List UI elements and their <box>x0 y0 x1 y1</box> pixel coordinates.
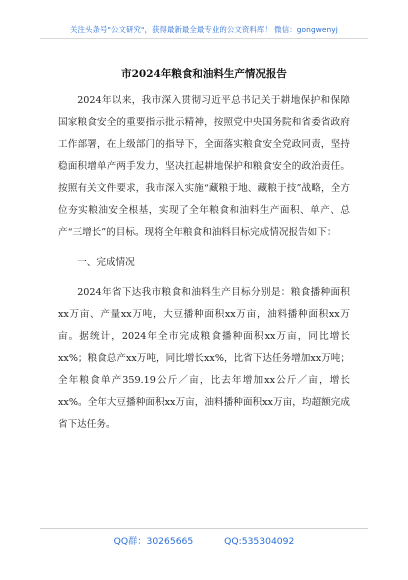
document-title: 市2024年粮食和油料生产情况报告 <box>121 68 287 80</box>
header-divider <box>40 38 368 39</box>
section-paragraph: 2024年省下达我市粮食和油料生产目标分别是：粮食播种面积xx万亩、产量xx万吨，大豆播种面积xx万亩，油料播种面积xx万亩。据统计，2024年全市完成粮食播种面积xx万亩，同比增长xx%；粮食总产xx万吨，同比增长xx%，比省下达任务增加xx万吨；全年粮食单产359.19公斤／亩，比去年增加xx公斤／亩，增长xx%。全年大豆播种面积xx万亩，油料播种面积xx万亩，均超额完成省下达任务。 <box>58 287 350 430</box>
footer-divider <box>40 528 368 529</box>
section-heading: 一、完成情况 <box>77 257 135 268</box>
footer-qq-group: QQ群：30265665 <box>113 536 194 547</box>
intro-paragraph: 2024年以来，我市深入贯彻习近平总书记关于耕地保护和保障国家粮食安全的重要指示批示精神，按照党中央国务院和省委省政府工作部署，在上级部门的指导下，全面落实粮食安全党政同责，坚持稳面积增单产两手发力，坚决扛起耕地保护和粮食安全的政治责任。按照有关文件要求，我市深入实施“藏粮于地、藏粮于技”战略，全方位夯实粮油安全根基，实现了全年粮食和油料生产面积、单产、总产“三增长”的目标。现将全年粮食和油料目标完成情况报告如下： <box>58 95 350 238</box>
header-banner: 关注头条号"公文研究"，获得最新最全最专业的公文资料库！ 微信：gongwenyj <box>70 25 338 34</box>
document-body <box>58 90 350 436</box>
footer-qq-number: QQ:535304092 <box>224 536 295 547</box>
footer <box>0 533 408 547</box>
